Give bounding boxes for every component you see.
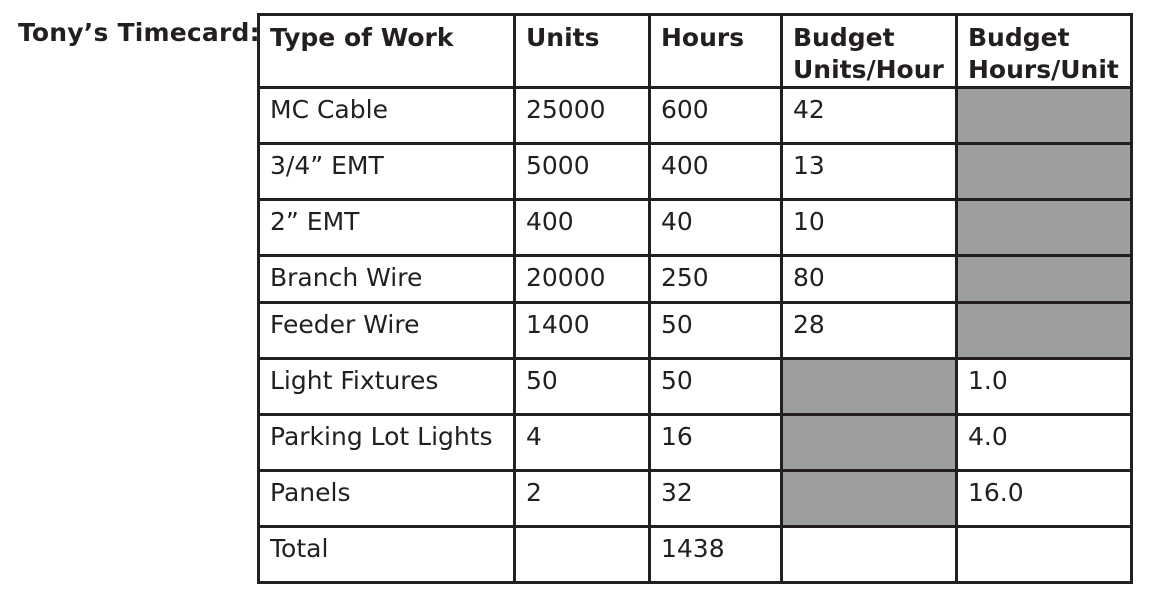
cell-hours: 16 xyxy=(650,415,782,471)
cell-budget-units-per-hour xyxy=(782,527,957,583)
cell-hours: 40 xyxy=(650,200,782,256)
cell-type: Light Fixtures xyxy=(259,359,515,415)
table-row xyxy=(259,359,1132,415)
cell-hours: 250 xyxy=(650,256,782,303)
table-row xyxy=(259,303,1132,359)
cell-type: Parking Lot Lights xyxy=(259,415,515,471)
header-budget-hours-per-unit xyxy=(957,15,1132,88)
cell-budget-units-per-hour-shaded xyxy=(782,359,957,415)
cell-type: MC Cable xyxy=(259,88,515,144)
table-row xyxy=(259,88,1132,144)
header-budget-hours-per-unit-line2: Hours/Unit xyxy=(968,55,1119,84)
header-budget-units-per-hour-line1: Budget xyxy=(793,23,895,52)
cell-type: Branch Wire xyxy=(259,256,515,303)
cell-units: 4 xyxy=(515,415,650,471)
timecard-label: Tony’s Timecard: xyxy=(18,18,260,47)
table-row xyxy=(259,144,1132,200)
table-row xyxy=(259,256,1132,303)
cell-units: 400 xyxy=(515,200,650,256)
cell-budget-hours-per-unit: 4.0 xyxy=(957,415,1132,471)
header-budget-units-per-hour xyxy=(782,15,957,88)
cell-budget-units-per-hour-shaded xyxy=(782,415,957,471)
cell-hours: 600 xyxy=(650,88,782,144)
cell-budget-hours-per-unit-shaded xyxy=(957,144,1132,200)
cell-budget-hours-per-unit: 1.0 xyxy=(957,359,1132,415)
cell-units: 20000 xyxy=(515,256,650,303)
cell-budget-units-per-hour: 42 xyxy=(782,88,957,144)
cell-budget-units-per-hour: 28 xyxy=(782,303,957,359)
cell-type: Panels xyxy=(259,471,515,527)
cell-hours: 50 xyxy=(650,303,782,359)
cell-budget-hours-per-unit-shaded xyxy=(957,256,1132,303)
table-row-total xyxy=(259,527,1132,583)
cell-budget-units-per-hour: 80 xyxy=(782,256,957,303)
cell-units xyxy=(515,527,650,583)
cell-type: Total xyxy=(259,527,515,583)
cell-units: 2 xyxy=(515,471,650,527)
table-row xyxy=(259,200,1132,256)
cell-type: 2” EMT xyxy=(259,200,515,256)
cell-hours: 1438 xyxy=(650,527,782,583)
cell-budget-units-per-hour: 13 xyxy=(782,144,957,200)
cell-hours: 32 xyxy=(650,471,782,527)
table-row xyxy=(259,471,1132,527)
header-type-of-work: Type of Work xyxy=(259,15,515,88)
cell-units: 1400 xyxy=(515,303,650,359)
cell-budget-hours-per-unit xyxy=(957,527,1132,583)
cell-units: 25000 xyxy=(515,88,650,144)
cell-units: 50 xyxy=(515,359,650,415)
cell-budget-units-per-hour-shaded xyxy=(782,471,957,527)
header-hours: Hours xyxy=(650,15,782,88)
cell-hours: 50 xyxy=(650,359,782,415)
cell-budget-units-per-hour: 10 xyxy=(782,200,957,256)
header-units: Units xyxy=(515,15,650,88)
cell-units: 5000 xyxy=(515,144,650,200)
table-row xyxy=(259,415,1132,471)
cell-budget-hours-per-unit-shaded xyxy=(957,303,1132,359)
timecard-table xyxy=(257,13,1133,584)
cell-type: 3/4” EMT xyxy=(259,144,515,200)
cell-budget-hours-per-unit: 16.0 xyxy=(957,471,1132,527)
cell-budget-hours-per-unit-shaded xyxy=(957,88,1132,144)
header-budget-units-per-hour-line2: Units/Hour xyxy=(793,55,944,84)
cell-type: Feeder Wire xyxy=(259,303,515,359)
cell-hours: 400 xyxy=(650,144,782,200)
header-budget-hours-per-unit-line1: Budget xyxy=(968,23,1070,52)
header-row xyxy=(259,15,1132,88)
cell-budget-hours-per-unit-shaded xyxy=(957,200,1132,256)
